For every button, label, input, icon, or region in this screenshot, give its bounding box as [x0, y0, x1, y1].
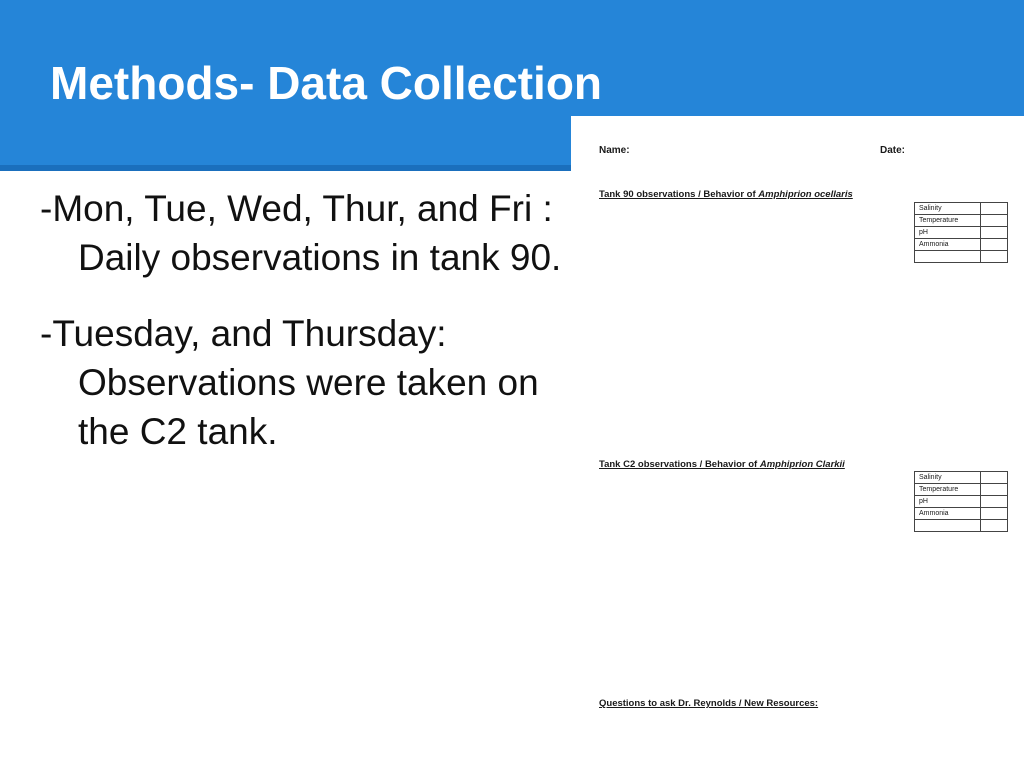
- param-value-cell: [981, 472, 1008, 484]
- param-value-cell: [981, 215, 1008, 227]
- date-label: Date:: [880, 145, 906, 156]
- table-row: [915, 472, 1008, 484]
- table-row: [915, 484, 1008, 496]
- table-row: [915, 239, 1008, 251]
- bullet-list: [40, 184, 570, 483]
- tank-c2-params-table: [914, 471, 1008, 532]
- slide-title: Methods- Data Collection: [50, 57, 603, 109]
- table-row: [915, 251, 1008, 263]
- table-row: [915, 215, 1008, 227]
- param-label: Ammonia: [915, 508, 981, 520]
- tank-90-heading-text: Tank 90 observations / Behavior of: [599, 189, 759, 200]
- param-label: [915, 251, 981, 263]
- param-label: Salinity: [915, 472, 981, 484]
- param-value-cell: [981, 203, 1008, 215]
- tank-90-params-table: [914, 202, 1008, 263]
- tank-90-heading: [599, 189, 853, 200]
- table-row: [915, 508, 1008, 520]
- param-label: [915, 520, 981, 532]
- table-row: [915, 203, 1008, 215]
- table-row: [915, 520, 1008, 532]
- tank-c2-heading-text: Tank C2 observations / Behavior of: [599, 459, 760, 470]
- table-row: [915, 227, 1008, 239]
- param-label: pH: [915, 496, 981, 508]
- tank-90-species: Amphiprion ocellaris: [758, 189, 853, 200]
- bullet-daily-observations: -Mon, Tue, Wed, Thur, and Fri : Daily observations in tank 90.: [40, 188, 562, 278]
- table-row: [915, 496, 1008, 508]
- param-value-cell: [981, 484, 1008, 496]
- param-label: pH: [915, 227, 981, 239]
- param-label: Temperature: [915, 215, 981, 227]
- param-label: Ammonia: [915, 239, 981, 251]
- tank-c2-heading: [599, 459, 845, 470]
- bullet-c2-observations: -Tuesday, and Thursday: Observations were taken on the C2 tank.: [40, 313, 539, 452]
- param-value-cell: [981, 227, 1008, 239]
- questions-heading: Questions to ask Dr. Reynolds / New Resources:: [599, 698, 819, 709]
- param-value-cell: [981, 520, 1008, 532]
- param-label: Temperature: [915, 484, 981, 496]
- param-value-cell: [981, 508, 1008, 520]
- tank-c2-species: Amphiprion Clarkii: [759, 459, 845, 470]
- worksheet-image: [571, 116, 1024, 768]
- param-value-cell: [981, 239, 1008, 251]
- name-label: Name:: [599, 145, 630, 156]
- param-value-cell: [981, 496, 1008, 508]
- param-label: Salinity: [915, 203, 981, 215]
- param-value-cell: [981, 251, 1008, 263]
